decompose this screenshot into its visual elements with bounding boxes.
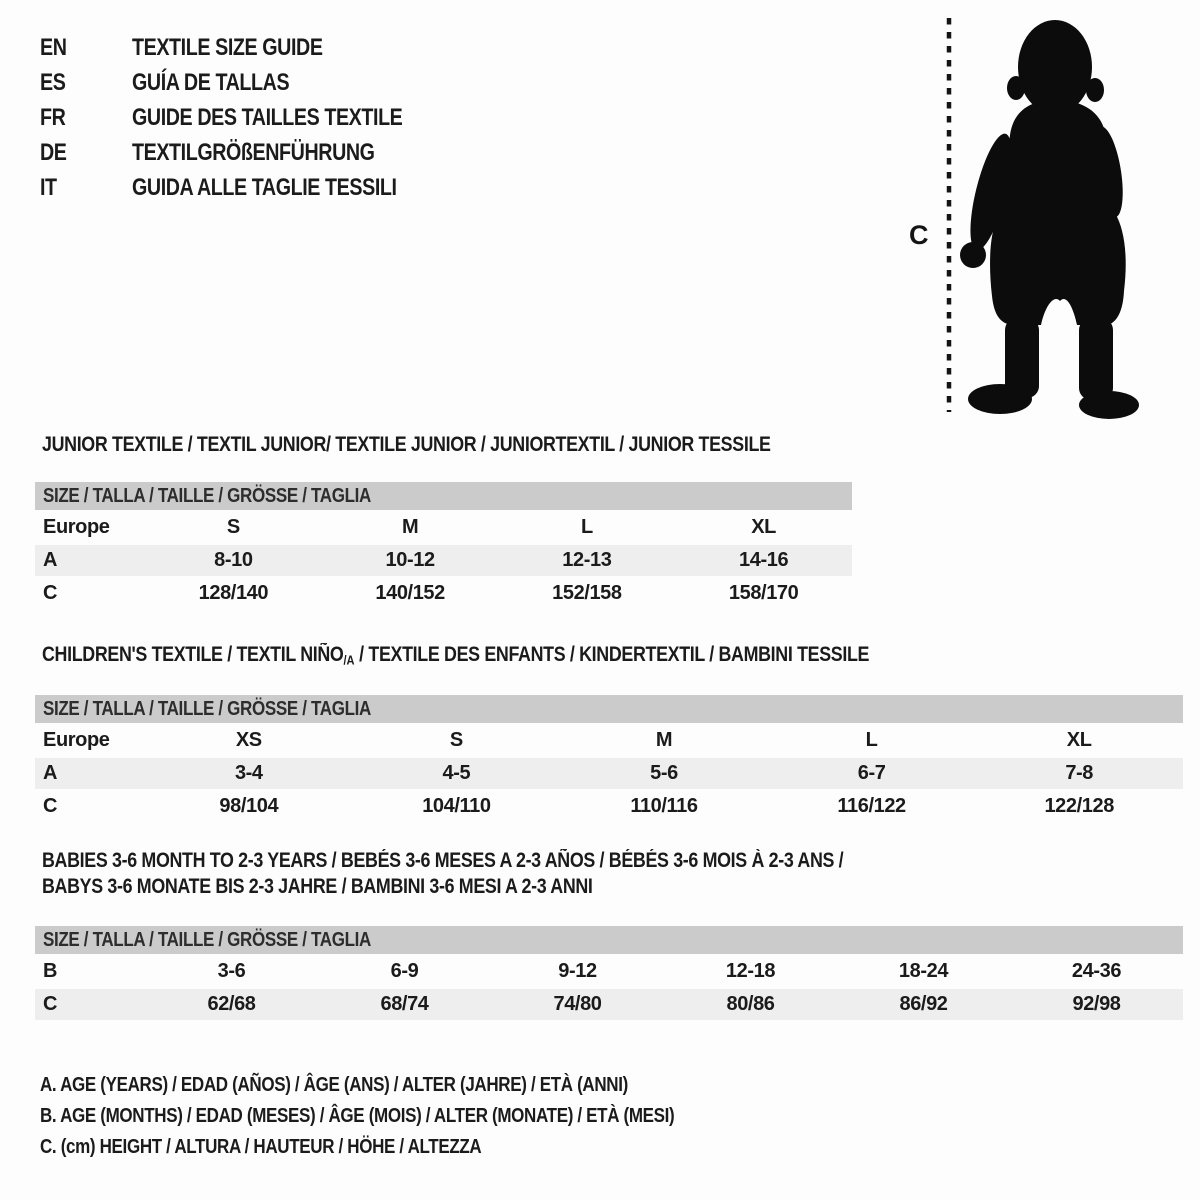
table-cell: XS	[235, 729, 262, 752]
table-cell: 62/68	[145, 989, 318, 1020]
table-cell: 9-12	[558, 960, 597, 982]
table-cell: 152/158	[552, 582, 622, 604]
table-cell: 104/110	[422, 795, 491, 818]
language-title-list	[40, 30, 462, 205]
table-cell: 14-16	[675, 545, 852, 576]
table-cell: S	[226, 516, 240, 538]
table-cell: C	[43, 795, 58, 818]
language-row-de	[40, 135, 462, 170]
table-row	[35, 956, 1183, 987]
table-cell: 140/152	[375, 582, 445, 604]
table-cell: C	[35, 989, 145, 1020]
legend-text: B. AGE (MONTHS) / EDAD (MESES) / ÂGE (MOIS) / ALTER (MONATE) / ETÀ (MESI)	[40, 1105, 675, 1127]
babies-size-table	[35, 954, 1183, 1022]
table-cell: 80/86	[664, 989, 837, 1020]
table-cell: 92/98	[1010, 989, 1183, 1020]
language-code: IT	[40, 173, 57, 201]
table-cell: 116/122	[837, 795, 906, 818]
language-title: TEXTILGRÖßENFÜHRUNG	[132, 138, 375, 166]
table-cell: A	[35, 545, 145, 576]
table-cell: 10-12	[322, 545, 499, 576]
legend-line-c	[40, 1132, 786, 1163]
table-cell: 3-4	[145, 758, 353, 789]
junior-size-table	[35, 510, 852, 611]
heading-part: CHILDREN'S TEXTILE / TEXTIL NIÑO	[42, 643, 344, 666]
table-cell: 3-6	[217, 960, 246, 982]
table-cell: 6-9	[390, 960, 419, 982]
heading-part: / TEXTILE DES ENFANTS / KINDERTEXTIL / BAMBINI TESSILE	[354, 643, 870, 666]
table-cell: 18-24	[898, 960, 949, 982]
table-cell: S	[449, 729, 463, 752]
language-row-fr	[40, 100, 462, 135]
measurement-legend	[40, 1070, 786, 1163]
table-cell: 24-36	[1071, 960, 1122, 982]
table-cell: XL	[1066, 729, 1092, 752]
table-cell: M	[401, 516, 419, 538]
table-cell: B	[43, 960, 58, 982]
table-cell: 6-7	[768, 758, 976, 789]
table-cell: 86/92	[837, 989, 1010, 1020]
language-code: FR	[40, 103, 66, 131]
table-cell: XL	[751, 516, 776, 538]
table-row	[35, 725, 1183, 756]
section-heading-line1: BABIES 3-6 MONTH TO 2-3 YEARS / BEBÉS 3-6 MESES A 2-3 AÑOS / BÉBÉS 3-6 MOIS À 2-3 ANS /	[42, 849, 844, 872]
table-cell: Europe	[43, 516, 110, 538]
table-cell: 122/128	[1044, 795, 1114, 818]
language-code: DE	[40, 138, 67, 166]
language-row-es	[40, 65, 462, 100]
baby-silhouette-icon	[960, 20, 1139, 419]
table-row	[35, 578, 852, 609]
baby-figure-graphic	[903, 10, 1143, 420]
table-cell: C	[43, 582, 58, 604]
table-row	[35, 791, 1183, 822]
size-header-text: SIZE / TALLA / TAILLE / GRÖSSE / TAGLIA	[43, 928, 371, 951]
section-heading	[42, 848, 1176, 900]
legend-line-a	[40, 1070, 786, 1101]
legend-text: C. (cm) HEIGHT / ALTURA / HAUTEUR / HÖHE / ALTEZZA	[40, 1136, 482, 1158]
section-heading-text	[42, 642, 869, 673]
size-header-bar	[35, 482, 852, 510]
language-title: GUIDA ALLE TAGLIE TESSILI	[132, 173, 397, 201]
table-cell: 68/74	[318, 989, 491, 1020]
section-children-textile	[35, 642, 1183, 824]
height-figure-block	[903, 10, 1143, 425]
table-cell: A	[35, 758, 145, 789]
section-heading-text: JUNIOR TEXTILE / TEXTIL JUNIOR/ TEXTILE JUNIOR / JUNIORTEXTIL / JUNIOR TESSILE	[42, 433, 771, 456]
heading-subscript: /A	[343, 652, 355, 668]
table-cell: Europe	[43, 729, 110, 752]
table-cell: 8-10	[145, 545, 322, 576]
table-cell: 128/140	[198, 582, 269, 604]
language-title: TEXTILE SIZE GUIDE	[132, 33, 323, 61]
language-row-en	[40, 30, 462, 65]
table-cell: 5-6	[560, 758, 768, 789]
table-cell: M	[655, 729, 673, 752]
table-cell: 98/104	[219, 795, 279, 818]
size-header-text: SIZE / TALLA / TAILLE / GRÖSSE / TAGLIA	[43, 484, 371, 507]
language-code: EN	[40, 33, 67, 61]
table-cell: 7-8	[975, 758, 1183, 789]
language-title: GUIDE DES TAILLES TEXTILE	[132, 103, 403, 131]
table-cell: 12-18	[725, 960, 776, 982]
section-heading	[42, 642, 1176, 673]
table-cell: 74/80	[491, 989, 664, 1020]
table-row	[35, 512, 852, 543]
table-row	[35, 545, 852, 576]
language-code: ES	[40, 68, 66, 96]
section-heading-line2: BABYS 3-6 MONATE BIS 2-3 JAHRE / BAMBINI 3-6 MESI A 2-3 ANNI	[42, 875, 593, 898]
children-size-table	[35, 723, 1183, 824]
legend-text: A. AGE (YEARS) / EDAD (AÑOS) / ÂGE (ANS) / ALTER (JAHRE) / ETÀ (ANNI)	[40, 1074, 628, 1096]
table-cell: 158/170	[728, 582, 799, 604]
table-cell: L	[580, 516, 593, 538]
size-header-text: SIZE / TALLA / TAILLE / GRÖSSE / TAGLIA	[43, 697, 371, 720]
section-babies-textile	[35, 848, 1183, 1022]
section-junior-textile	[35, 432, 852, 611]
measure-label-c: C	[909, 220, 929, 250]
table-row	[35, 989, 1183, 1020]
table-row	[35, 758, 1183, 789]
language-title: GUÍA DE TALLAS	[132, 68, 290, 96]
table-cell: 12-13	[499, 545, 676, 576]
table-cell: L	[865, 729, 878, 752]
size-header-bar	[35, 695, 1183, 723]
legend-line-b	[40, 1101, 786, 1132]
section-heading	[42, 432, 845, 458]
size-header-bar	[35, 926, 1183, 954]
table-cell: 4-5	[353, 758, 561, 789]
language-row-it	[40, 170, 462, 205]
table-cell: 110/116	[630, 795, 698, 818]
